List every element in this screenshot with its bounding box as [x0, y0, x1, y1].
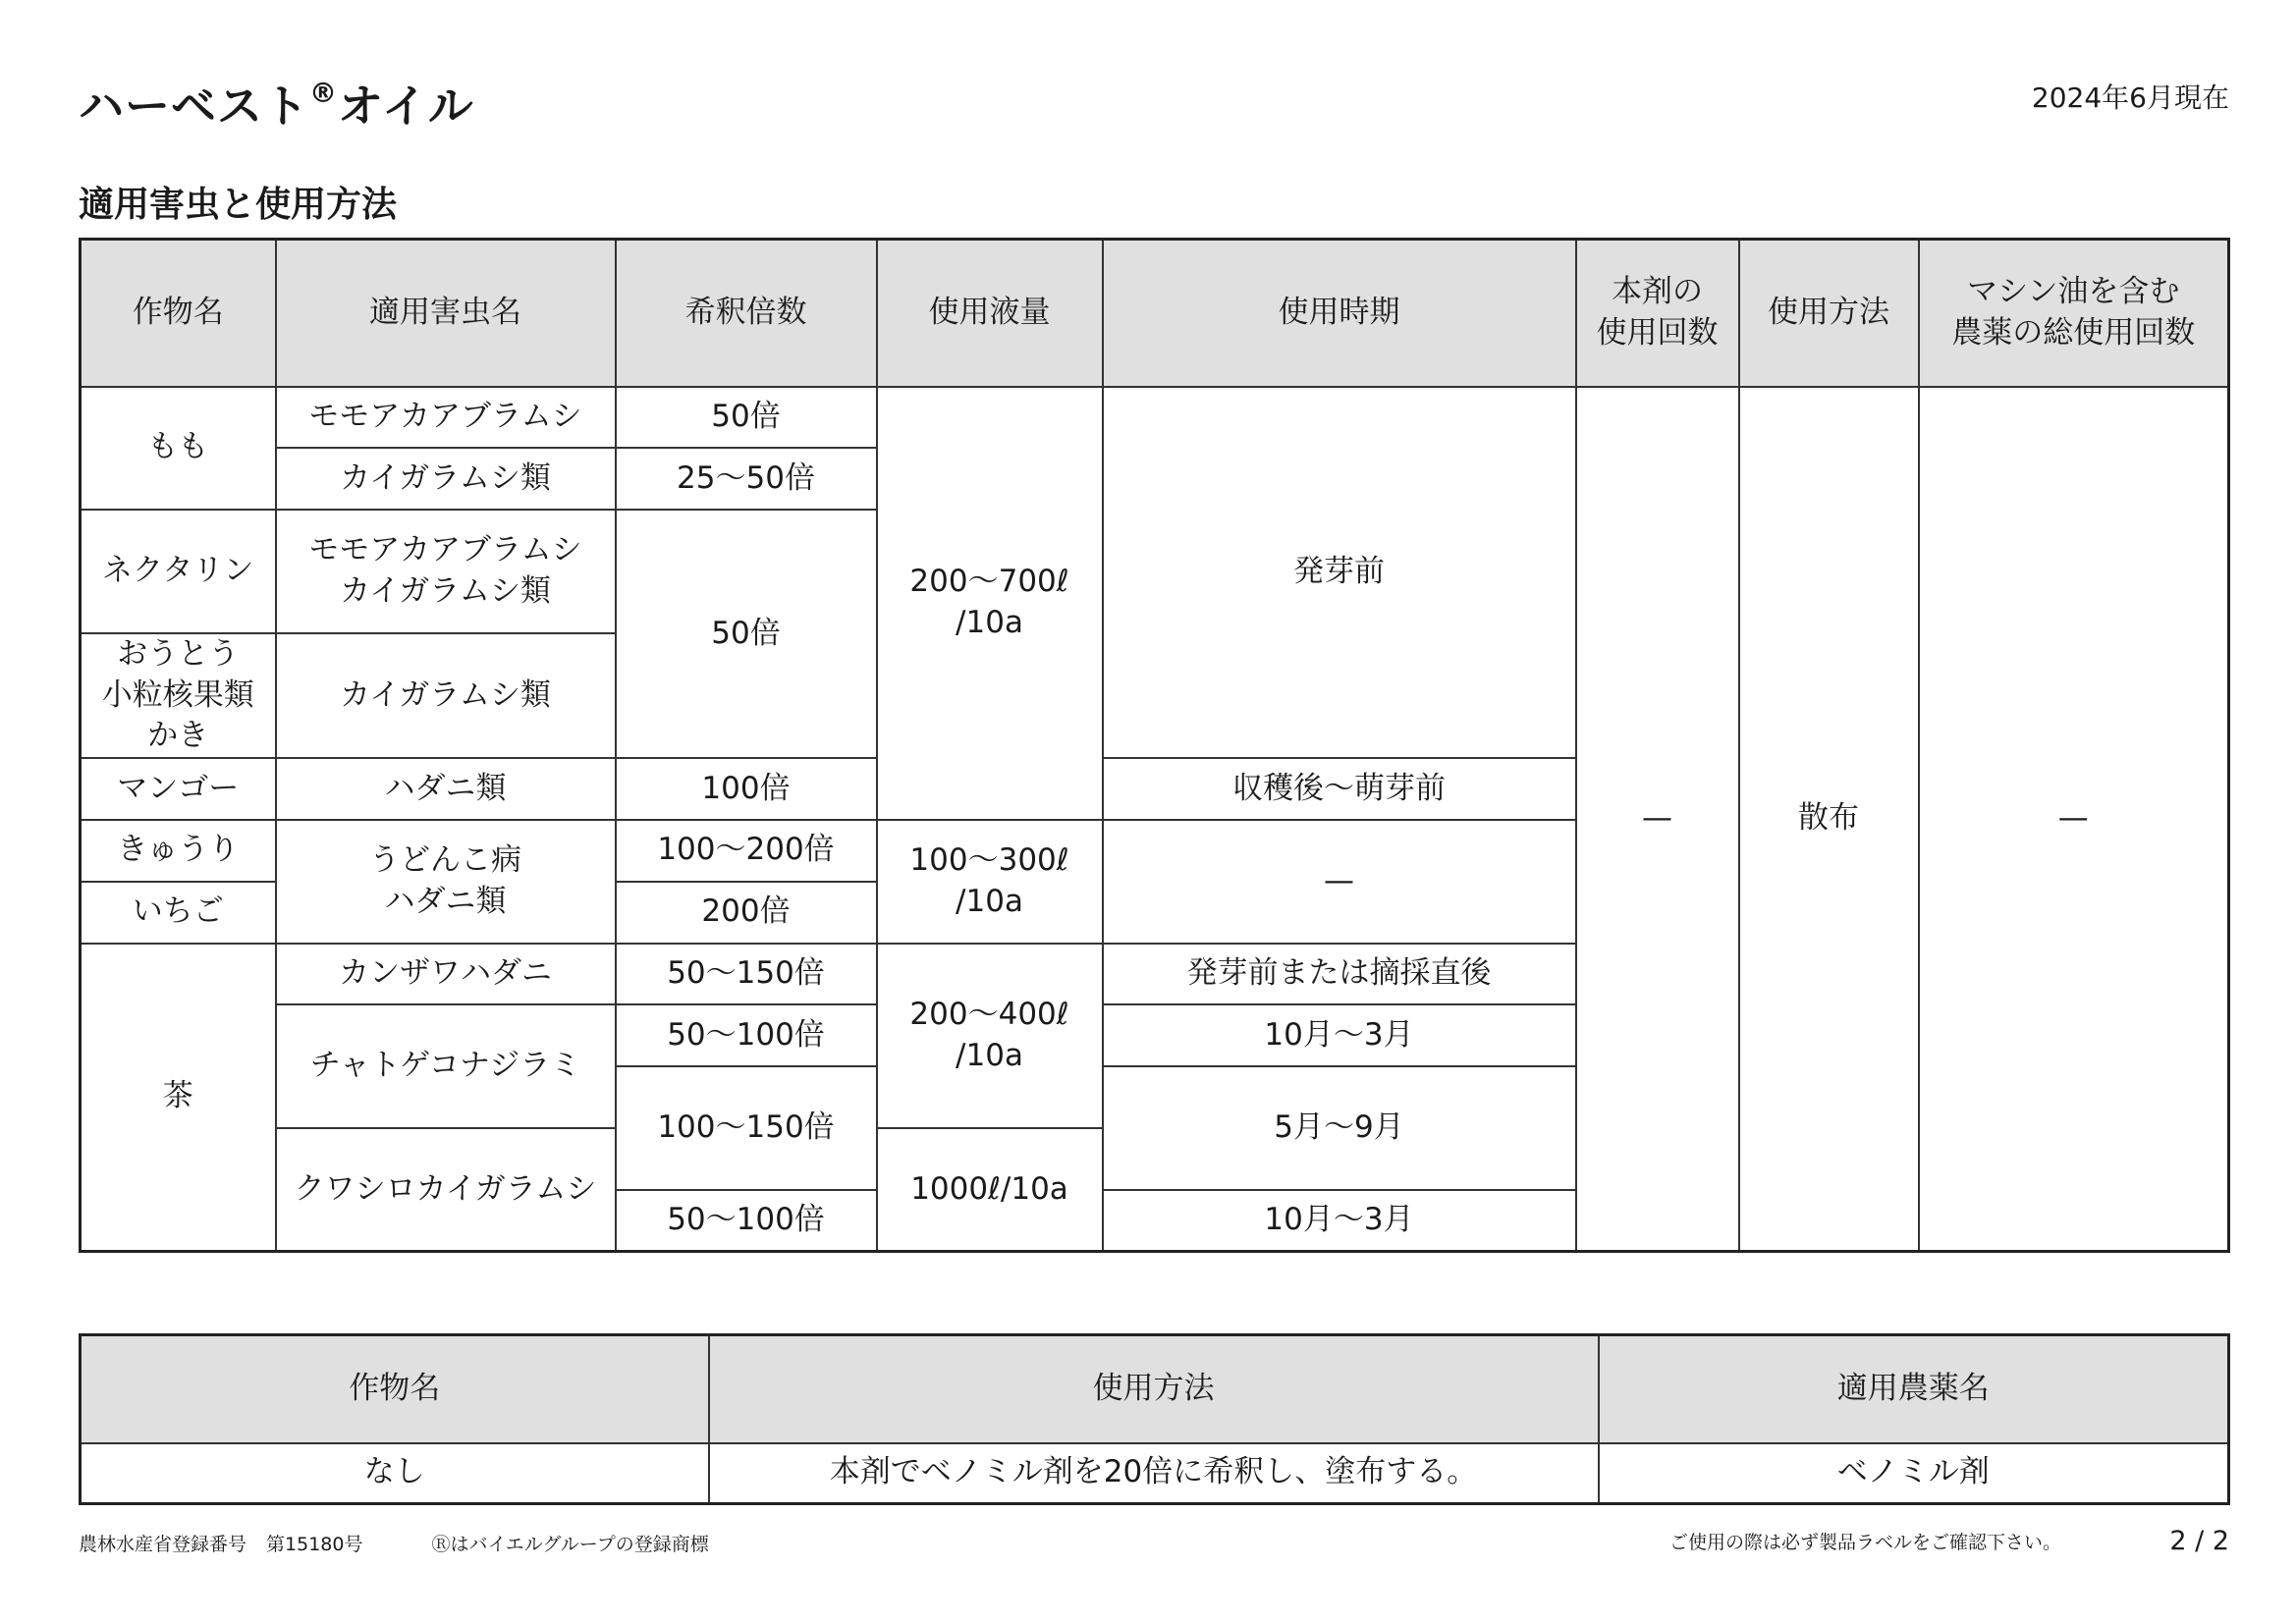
count-cell: — — [1576, 387, 1739, 1252]
crop-cell: なし — [81, 1443, 709, 1504]
crop-cell: マンゴー — [81, 758, 276, 820]
header-method: 使用方法 — [709, 1335, 1599, 1443]
pest-cell: チャトゲコナジラミ — [276, 1004, 616, 1128]
dilution-cell: 50〜150倍 — [616, 944, 877, 1005]
volume-cell: 100〜300ℓ /10a — [877, 820, 1103, 944]
application-table — [79, 238, 2230, 1253]
dilution-cell: 50〜100倍 — [616, 1190, 877, 1252]
product-name-suffix: オイル — [338, 80, 474, 133]
dilution-cell: 200倍 — [616, 882, 877, 944]
pest-cell: モモアカアブラムシ カイガラムシ類 — [276, 510, 616, 633]
pest-cell: カンザワハダニ — [276, 944, 616, 1005]
dilution-cell: 100〜200倍 — [616, 820, 877, 882]
timing-cell: 発芽前または摘採直後 — [1103, 944, 1576, 1005]
trademark-note: Ⓡはバイエルグループの登録商標 — [431, 1534, 709, 1555]
header-volume: 使用液量 — [877, 240, 1103, 387]
crop-cell: おうとう 小粒核果類 かき — [81, 633, 276, 759]
dilution-cell: 100〜150倍 — [616, 1066, 877, 1190]
pest-cell: クワシロカイガラムシ — [276, 1128, 616, 1252]
table-row — [81, 1443, 2229, 1504]
document-date: 2024年6月現在 — [2031, 81, 2229, 114]
page-number: 2 / 2 — [2169, 1526, 2229, 1556]
table-header-row — [81, 1335, 2229, 1443]
pest-cell: カイガラムシ類 — [276, 448, 616, 510]
dilution-cell: 50倍 — [616, 387, 877, 449]
crop-cell: もも — [81, 387, 276, 511]
timing-cell: 5月〜9月 — [1103, 1066, 1576, 1190]
table-row — [81, 387, 2229, 449]
usage-note: ご使用の際は必ず製品ラベルをご確認下さい。 — [1669, 1532, 2062, 1553]
dilution-cell: 100倍 — [616, 758, 877, 820]
total-cell: — — [1919, 387, 2229, 1252]
timing-cell: 発芽前 — [1103, 387, 1576, 759]
registration-label: 農林水産省登録番号 — [79, 1534, 247, 1555]
product-name: ハーベスト — [79, 80, 309, 133]
pest-cell: モモアカアブラムシ — [276, 387, 616, 449]
pruning-wound-table — [79, 1333, 2230, 1505]
dilution-cell: 50〜100倍 — [616, 1004, 877, 1066]
volume-cell: 200〜700ℓ /10a — [877, 387, 1103, 821]
pest-cell: ハダニ類 — [276, 758, 616, 820]
timing-cell: 収穫後〜萌芽前 — [1103, 758, 1576, 820]
volume-cell: 200〜400ℓ /10a — [877, 944, 1103, 1128]
pest-cell: カイガラムシ類 — [276, 633, 616, 759]
footer-registration — [79, 1530, 778, 1556]
header-dilution: 希釈倍数 — [616, 240, 877, 387]
volume-cell: 1000ℓ/10a — [877, 1128, 1103, 1252]
crop-cell: 茶 — [81, 944, 276, 1252]
crop-cell: きゅうり — [81, 820, 276, 882]
header-total: マシン油を含む 農薬の総使用回数 — [1919, 240, 2229, 387]
registration-number: 第15180号 — [266, 1534, 363, 1555]
method-cell: 本剤でベノミル剤を20倍に希釈し、塗布する。 — [709, 1443, 1599, 1504]
dilution-cell: 25〜50倍 — [616, 448, 877, 510]
timing-cell: 10月〜3月 — [1103, 1190, 1576, 1252]
method-cell: 散布 — [1739, 387, 1919, 1252]
header-crop: 作物名 — [81, 1335, 709, 1443]
crop-cell: いちご — [81, 882, 276, 944]
header-pest: 適用害虫名 — [276, 240, 616, 387]
registered-mark: ® — [309, 77, 338, 109]
section-title: 適用害虫と使用方法 — [79, 185, 398, 225]
dilution-cell: 50倍 — [616, 510, 877, 758]
table-header-row — [81, 240, 2229, 387]
header-crop: 作物名 — [81, 240, 276, 387]
product-title — [79, 71, 474, 135]
header-method: 使用方法 — [1739, 240, 1919, 387]
header-timing: 使用時期 — [1103, 240, 1576, 387]
timing-cell: 10月〜3月 — [1103, 1004, 1576, 1066]
crop-cell: ネクタリン — [81, 510, 276, 633]
pesticide-cell: ベノミル剤 — [1599, 1443, 2229, 1504]
header-pesticide: 適用農薬名 — [1599, 1335, 2229, 1443]
header-count: 本剤の 使用回数 — [1576, 240, 1739, 387]
pest-cell: うどんこ病 ハダニ類 — [276, 820, 616, 944]
timing-cell: — — [1103, 820, 1576, 944]
